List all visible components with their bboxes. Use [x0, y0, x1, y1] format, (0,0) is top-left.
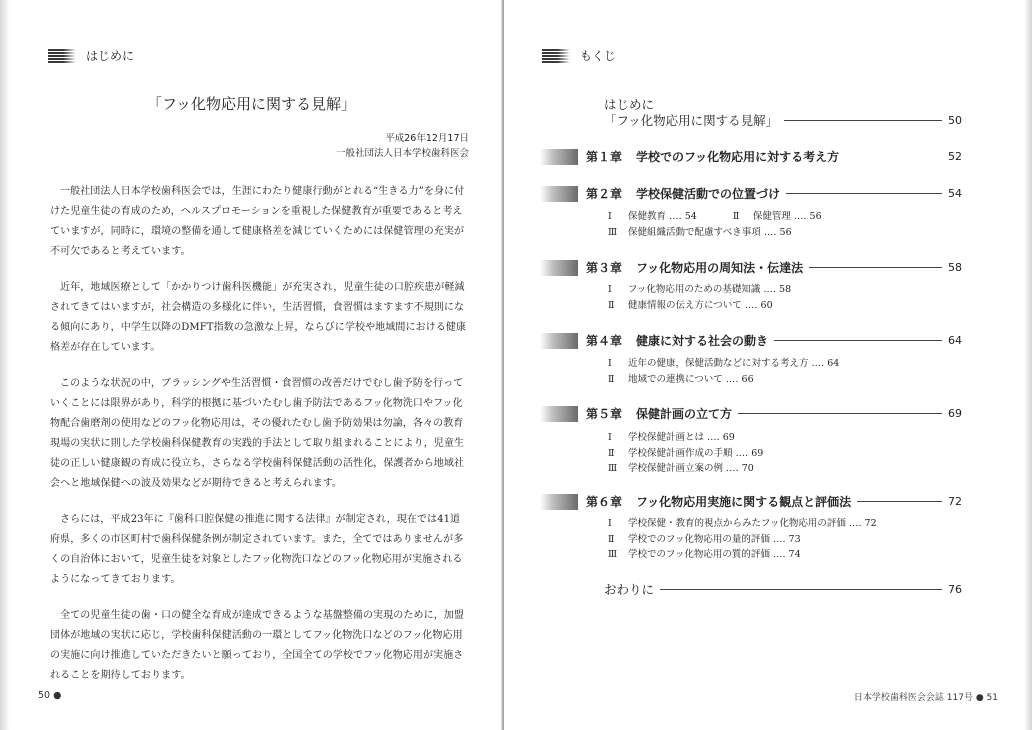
toc-page-number: 58	[948, 261, 962, 274]
toc-subsection[interactable]	[608, 298, 791, 314]
roman-numeral: Ⅰ	[608, 432, 612, 443]
chapter-3-subsections	[608, 282, 791, 313]
chapter-label: 第５章	[586, 407, 623, 421]
leader-line	[809, 267, 942, 268]
leader-line	[774, 340, 942, 341]
chapter-title: フッ化物応用実施に関する観点と評価法	[636, 495, 852, 509]
subsection-text: 健康情報の伝え方について ‥‥ 60	[628, 299, 773, 311]
toc-closing-row[interactable]	[604, 580, 962, 598]
leader-line	[786, 193, 942, 194]
chapter-5-subsections	[608, 430, 763, 477]
document-title: 「フッ化物応用に関する見解」	[147, 95, 356, 113]
toc-subsection[interactable]	[608, 209, 822, 225]
chapter-title: 学校でのフッ化物応用に対する考え方	[636, 150, 840, 164]
subsection-text: 学校保健計画立案の例 ‥‥ 70	[628, 463, 754, 474]
chapter-label: 第１章	[586, 150, 623, 164]
journal-footer: 日本学校歯科医会会誌 117号 ● 51	[853, 693, 998, 703]
left-page	[0, 0, 503, 730]
toc-subsection[interactable]	[608, 547, 877, 563]
stripe-icon	[48, 49, 76, 63]
toc-page-number: 50	[948, 113, 962, 127]
section-header	[48, 47, 134, 64]
paragraph: 全ての児童生徒の歯・口の健全な育成が達成できるような基盤整備の実現のために，加盟団体が地域の実状に応じ，学校歯科保健活動の一環としてフッ化物洗口などのフッ化物応用の実施に向け推進していただきたいと願っており，全国全ての学校でフッ化物応用が実施されることを期待しております。	[50, 610, 464, 681]
toc-chapter-5[interactable]	[540, 405, 962, 422]
toc-chapter-6[interactable]	[540, 493, 962, 510]
toc-subsection[interactable]	[608, 356, 839, 372]
chapter-label: 第３章	[586, 261, 623, 275]
roman-numeral: Ⅱ	[732, 211, 740, 222]
subsection-text: 学校でのフッ化物応用の量的評価 ‥‥ 73	[628, 533, 801, 545]
chapter-label: 第６章	[586, 495, 623, 509]
leader-line	[660, 589, 942, 590]
right-page	[504, 0, 1032, 730]
chapter-4-subsections	[608, 356, 839, 387]
subsection-text: 学校保健計画とは ‥‥ 69	[628, 432, 735, 443]
toc-header	[542, 47, 616, 64]
roman-numeral: Ⅲ	[608, 226, 618, 238]
toc-page-number: 76	[948, 582, 962, 596]
chapter-bar-icon	[540, 406, 578, 422]
chapter-bar-icon	[540, 333, 578, 349]
chapter-bar-icon	[540, 149, 578, 165]
subsection-text: 学校でのフッ化物応用の質的評価 ‥‥ 74	[628, 549, 801, 560]
roman-numeral: Ⅱ	[608, 533, 615, 545]
page-number: 50 ●	[38, 690, 62, 701]
toc-intro-row[interactable]	[604, 111, 962, 129]
toc-subsection[interactable]	[608, 446, 763, 462]
paragraph: 近年，地域医療として「かかりつけ歯科医機能」が充実され，児童生徒の口腔疾患が軽減されてきてはいますが，社会構造の多様化に伴い，生活習慣，食習慣はますます不規則になる傾向にあり，中学生以降のDMFT指数の急激な上昇，ならびに学校や地域間における健康格差が存在しています。	[50, 282, 467, 353]
subsection-text: 保健組織活動で配慮すべき事項 ‥‥ 56	[628, 226, 792, 238]
toc-subsection[interactable]	[608, 225, 822, 241]
paragraph: さらには，平成23年に『歯科口腔保健の推進に関する法律』が制定され，現在では41道府県，多くの市区町村で歯科保健条例が制定されています。また，全てではありませんが多くの自治体において，児童生徒を対象としたフッ化物洗口などのフッ化物応用が実施されるようになってきております。	[50, 514, 464, 585]
toc-chapter-3[interactable]	[540, 259, 962, 276]
subsection-text: 地域での連携について ‥‥ 66	[628, 373, 754, 385]
toc-header-label: もくじ	[580, 49, 617, 63]
toc-intro-title: 「フッ化物応用に関する見解」	[604, 113, 779, 128]
chapter-bar-icon	[540, 260, 578, 276]
toc-subsection[interactable]	[608, 461, 763, 477]
subsection-text: 学校保健・教育的視点からみたフッ化物応用の評価 ‥‥ 72	[628, 518, 877, 529]
toc-closing-title: おわりに	[604, 582, 655, 597]
chapter-title: フッ化物応用の周知法・伝達法	[636, 261, 804, 275]
toc-page-number: 72	[948, 495, 962, 508]
chapter-label: 第４章	[586, 334, 623, 348]
toc-subsection[interactable]	[608, 430, 763, 446]
body-text	[50, 182, 470, 702]
issue-date: 平成26年12月17日	[385, 133, 469, 144]
toc-page-number: 52	[948, 150, 962, 163]
page-edge-shadow	[1024, 0, 1032, 730]
paragraph: 一般社団法人日本学校歯科医会では，生涯にわたり健康行動がとれる“生きる力”を身に付けた児童生徒の育成のため，ヘルスプロモーションを重視した保健教育が重要であると考えていますが，同時に，環境の整備を通して健康格差を減じていくためには保健管理の充実が不可欠であると考えています。	[50, 186, 465, 257]
chapter-bar-icon	[540, 494, 578, 510]
roman-numeral: Ⅲ	[608, 549, 618, 560]
subsection-text: 保健管理 ‥‥ 56	[752, 211, 822, 222]
chapter-bar-icon	[540, 186, 578, 202]
paragraph: このような状況の中，ブラッシングや生活習慣・食習慣の改善だけでむし歯予防を行っていくことには限界があり，科学的根拠に基づいたむし歯予防法であるフッ化物洗口やフッ化物配合歯磨剤の使用などのフッ化物応用は，その優れたむし歯予防効果は勿論，各々の教育現場の実状に則した学校歯科保健教育の実践的手法として取り組まれることにより，児童生徒の正しい健康観の育成に役立ち，さらなる学校歯科保健活動の活性化，保護者から地域社会へと地域保健への波及効果などが期待できると考えられます。	[50, 378, 465, 489]
leader-line	[738, 413, 942, 414]
toc-intro-label: はじめに	[604, 97, 655, 112]
chapter-label: 第２章	[586, 187, 623, 201]
toc-subsection[interactable]	[608, 282, 791, 298]
chapter-6-subsections	[608, 516, 877, 563]
toc-subsection[interactable]	[608, 532, 877, 548]
chapter-title: 学校保健活動での位置づけ	[636, 187, 781, 201]
roman-numeral: Ⅰ	[608, 284, 612, 295]
date-block	[336, 131, 469, 161]
toc-page-number: 54	[948, 187, 962, 200]
chapter-title: 保健計画の立て方	[636, 407, 733, 421]
subsection-text: 近年の健康，保健活動などに対する考え方 ‥‥ 64	[628, 358, 840, 369]
chapter-title: 健康に対する社会の動き	[636, 334, 769, 348]
roman-numeral: Ⅲ	[608, 463, 618, 474]
roman-numeral: Ⅱ	[608, 447, 615, 459]
toc-page-number: 69	[948, 407, 962, 420]
section-header-label: はじめに	[86, 49, 135, 63]
stripe-icon	[542, 49, 570, 63]
roman-numeral: Ⅰ	[608, 211, 612, 222]
toc-subsection[interactable]	[608, 372, 839, 388]
toc-chapter-1[interactable]	[540, 148, 962, 165]
roman-numeral: Ⅰ	[608, 358, 612, 369]
roman-numeral: Ⅰ	[608, 518, 612, 529]
leader-line	[784, 120, 942, 121]
roman-numeral: Ⅱ	[608, 373, 615, 385]
toc-subsection[interactable]	[608, 516, 877, 532]
toc-chapter-2[interactable]	[540, 185, 962, 202]
subsection-text: 保健教育 ‥‥ 54	[628, 211, 697, 222]
toc-page-number: 64	[948, 334, 962, 347]
subsection-text: フッ化物応用のための基礎知識 ‥‥ 58	[628, 284, 792, 295]
toc-chapter-4[interactable]	[540, 332, 962, 349]
subsection-text: 学校保健計画作成の手順 ‥‥ 69	[628, 447, 764, 459]
organization-name: 一般社団法人日本学校歯科医会	[335, 148, 469, 159]
leader-line	[857, 501, 942, 502]
roman-numeral: Ⅱ	[608, 299, 615, 311]
chapter-2-subsections	[608, 209, 822, 240]
